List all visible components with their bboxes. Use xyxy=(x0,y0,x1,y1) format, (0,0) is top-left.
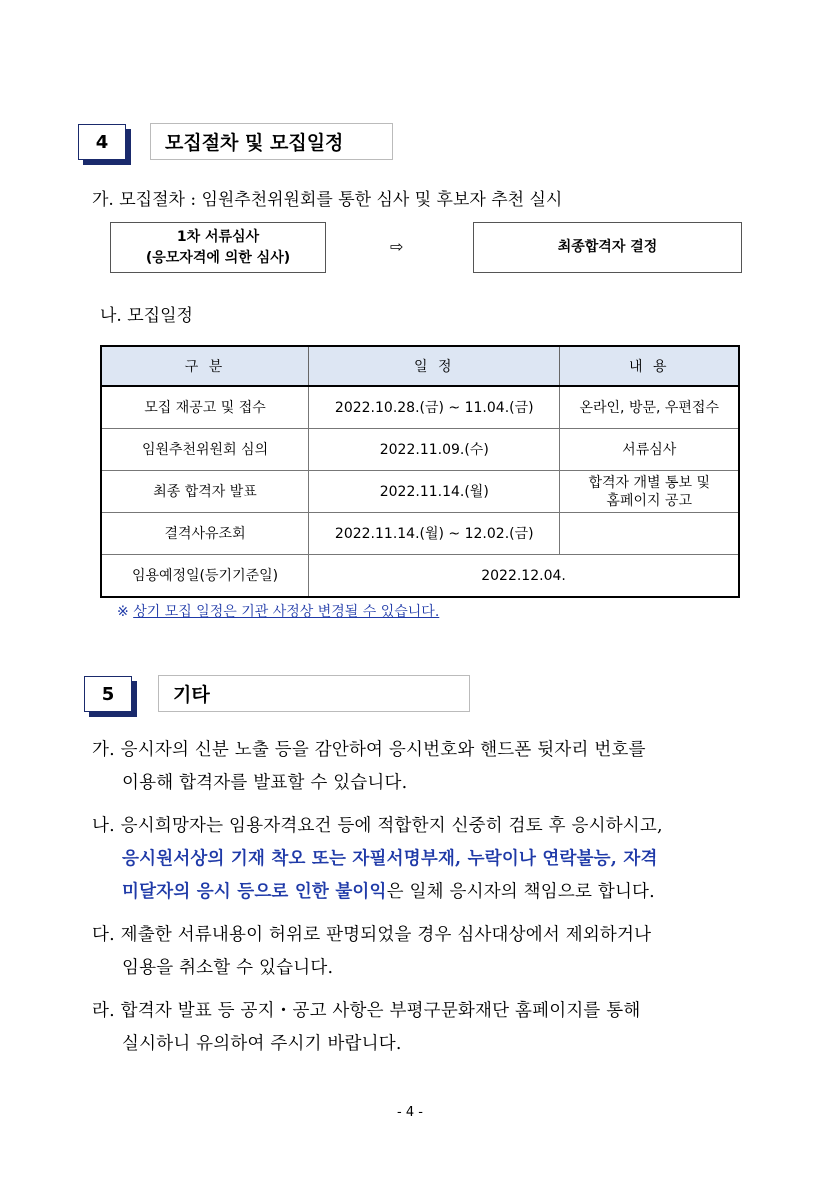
item-da-line1: 다. 제출한 서류내용이 허위로 판명되었을 경우 심사대상에서 제외하거나 xyxy=(92,925,652,945)
row-date: 2022.11.14.(월) ~ 12.02.(금) xyxy=(309,513,560,555)
row-item: 임원추천위원회 심의 xyxy=(101,429,309,471)
row-content: 합격자 개별 통보 및 홈페이지 공고 xyxy=(560,471,739,513)
row-item: 최종 합격자 발표 xyxy=(101,471,309,513)
schedule-heading: 나. 모집일정 xyxy=(100,306,193,326)
section-title-4: 모집절차 및 모집일정 xyxy=(150,123,393,160)
item-ra-line1: 라. 합격자 발표 등 공지・공고 사항은 부평구문화재단 홈페이지를 통해 xyxy=(92,1001,641,1021)
row-content: 온라인, 방문, 우편접수 xyxy=(560,386,739,429)
row-date: 2022.10.28.(금) ~ 11.04.(금) xyxy=(309,386,560,429)
row-item: 모집 재공고 및 접수 xyxy=(101,386,309,429)
right-arrow-icon: ⇨ xyxy=(390,237,404,256)
table-row xyxy=(101,555,739,598)
row-date: 2022.12.04. xyxy=(309,555,739,598)
item-na-line1: 나. 응시희망자는 임용자격요건 등에 적합한지 신중히 검토 후 응시하시고, xyxy=(92,816,663,836)
note-mark-icon: ※ xyxy=(117,604,129,620)
page-number: - 4 - xyxy=(397,1105,423,1120)
section-number-5: 5 xyxy=(84,676,132,712)
item-da-line2: 임용을 취소할 수 있습니다. xyxy=(122,958,334,978)
schedule-note: ※ 상기 모집 일정은 기관 사정상 변경될 수 있습니다. xyxy=(117,604,440,620)
row-item: 결격사유조회 xyxy=(101,513,309,555)
table-row xyxy=(101,513,739,555)
row-item: 임용예정일(등기기준일) xyxy=(101,555,309,598)
row-content: 서류심사 xyxy=(560,429,739,471)
row-date: 2022.11.09.(수) xyxy=(309,429,560,471)
item-ga-line2: 이용해 합격자를 발표할 수 있습니다. xyxy=(122,773,408,793)
item-ra-line2: 실시하니 유의하여 주시기 바랍니다. xyxy=(122,1034,402,1054)
header-date: 일 정 xyxy=(309,346,560,386)
item-ga-line1: 가. 응시자의 신분 노출 등을 감안하여 응시번호와 핸드폰 뒷자리 번호를 xyxy=(92,740,646,760)
procedure-line: 가. 모집절차 : 임원추천위원회를 통한 심사 및 후보자 추천 실시 xyxy=(92,190,563,210)
schedule-table xyxy=(100,345,740,598)
table-row xyxy=(101,471,739,513)
section-number-4: 4 xyxy=(78,124,126,160)
step-document-review: 1차 서류심사 (응모자격에 의한 심사) xyxy=(110,222,326,273)
item-na-line2: 응시원서상의 기재 착오 또는 자필서명부재, 누락이나 연락불능, 자격 xyxy=(122,849,658,869)
row-date: 2022.11.14.(월) xyxy=(309,471,560,513)
header-category: 구 분 xyxy=(101,346,309,386)
table-row xyxy=(101,386,739,429)
table-header-row xyxy=(101,346,739,386)
section-title-5: 기타 xyxy=(158,675,470,712)
table-row xyxy=(101,429,739,471)
row-content xyxy=(560,513,739,555)
item-na-line3: 미달자의 응시 등으로 인한 불이익은 일체 응시자의 책임으로 합니다. xyxy=(122,882,655,902)
header-content: 내 용 xyxy=(560,346,739,386)
step-final-decision: 최종합격자 결정 xyxy=(473,222,742,273)
